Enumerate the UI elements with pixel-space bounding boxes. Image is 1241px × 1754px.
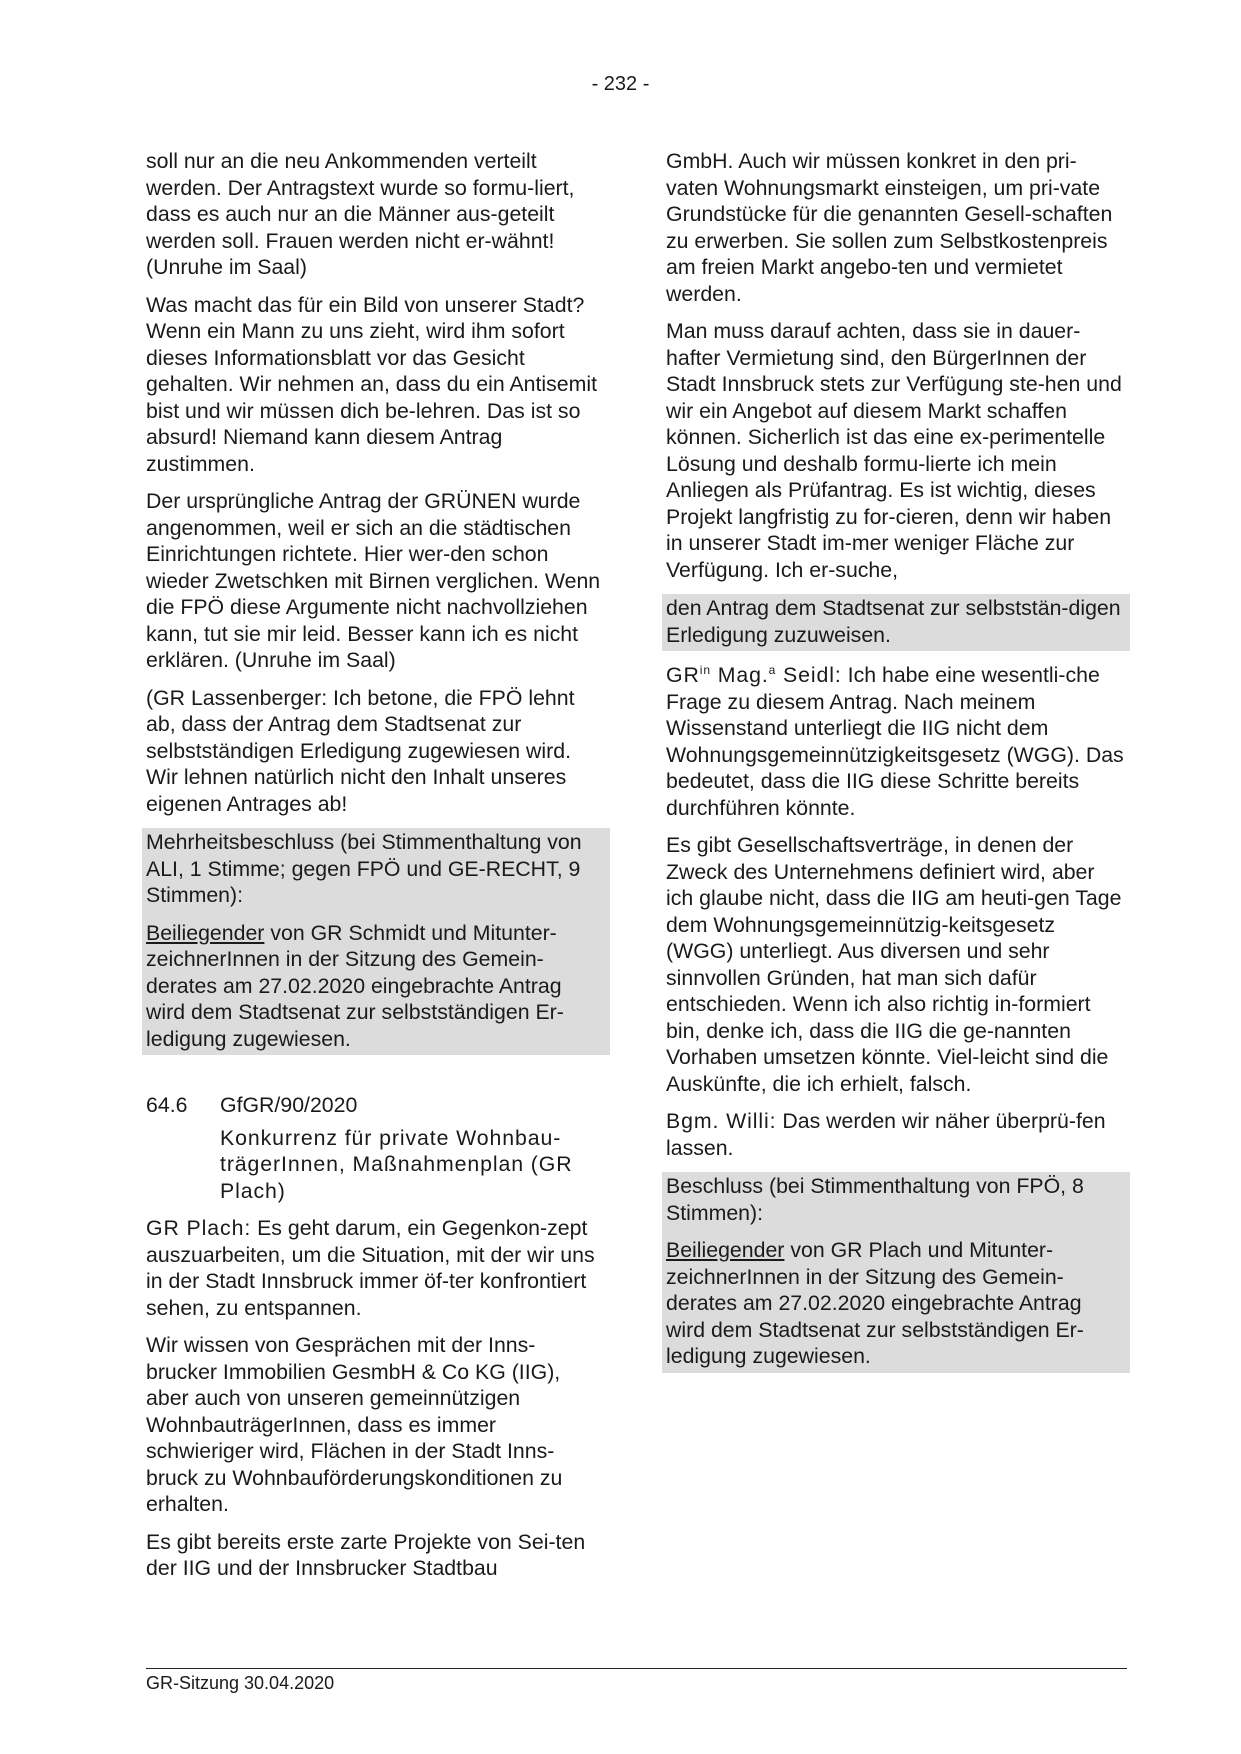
paragraph: Es gibt bereits erste zarte Projekte von Sei-ten der IIG und der Innsbrucker Stadtbau xyxy=(146,1529,586,1580)
page-number: - 232 - xyxy=(591,73,650,95)
paragraph: soll nur an die neu Ankommenden verteilt werden. Der Antragstext wurde so formu-liert, dass es auch nur an die Männer aus-geteilt werden soll. Frauen werden nicht er-wähnt! (Unruhe im Saal) xyxy=(146,149,575,279)
resolution-text xyxy=(146,920,606,1053)
speech-text: Es geht darum, ein Gegenkon-zept auszuarbeiten, um die Situation, mit der wir uns in der Stadt Innsbruck immer öf-ter konfrontiert sehen, zu entspannen. xyxy=(146,1216,595,1320)
paragraph: (GR Lassenberger: Ich betone, die FPÖ lehnt ab, dass der Antrag dem Stadtsenat zur selbstständigen Erledigung zugewiesen wird. Wir lehnen natürlich nicht den Inhalt unseres eigenen Antrages ab! xyxy=(146,685,575,816)
superscript: a xyxy=(768,662,777,677)
paragraph: Der ursprüngliche Antrag der GRÜNEN wurde angenommen, weil er sich an die städtischen Einrichtungen richtete. Hier wer-den schon wieder Zwetschken mit Birnen verglichen. Wenn die FPÖ diese Argumente nicht nachvollziehen kann, tut sie mir leid. Besser kann ich es nicht erklären. (Unruhe im Saal) xyxy=(146,489,601,672)
superscript: in xyxy=(699,662,711,677)
resolution-rest: von GR Plach und Mitunter-zeichnerInnen in der Sitzung des Gemein-derates am 27.02.2020 eingebrachte Antrag wird dem Stadtsenat zur selbstständigen Er-ledigung zugewiesen. xyxy=(666,1238,1084,1368)
speaker-name xyxy=(666,663,842,687)
paragraph xyxy=(666,1108,1126,1161)
resolution-box xyxy=(142,828,610,1055)
paragraph: Was macht das für ein Bild von unserer Stadt? Wenn ein Mann zu uns zieht, wird ihm sofort dieses Informationsblatt vor das Gesicht gehalten. Wir nehmen an, dass du ein Antisemit bist und wir müssen dich be-lehren. Das ist so absurd! Niemand kann diesem Antrag zustimmen. xyxy=(146,292,598,476)
agenda-item-title: Konkurrenz für private Wohnbau-trägerInnen, Maßnahmenplan (GR Plach) xyxy=(220,1125,573,1203)
resolution-underline: Beiliegender xyxy=(146,920,265,945)
speaker-surname: Seidl: xyxy=(776,663,842,687)
speech-text: Ich habe eine wesentli-che Frage zu diesem Antrag. Nach meinem Wissenstand unterliegt die IIG nicht dem Wohnungsgemeinnützigkeitsgesetz (WGG). Das bedeutet, dass die IIG diese Schritte bereits durchführen könnte. xyxy=(666,663,1124,820)
footer-divider xyxy=(146,1668,1127,1669)
resolution-text xyxy=(666,1237,1126,1370)
resolution-rest: von GR Schmidt und Mitunter-zeichnerInnen in der Sitzung des Gemein-derates am 27.02.2020 eingebrachte Antrag wird dem Stadtsenat zur selbstständigen Er-ledigung zugewiesen. xyxy=(146,920,564,1051)
speaker-title: GR xyxy=(666,663,700,687)
paragraph: GmbH. Auch wir müssen konkret in den pri-vaten Wohnungsmarkt einsteigen, um pri-vate Grundstücke für die genannten Gesell-schaften zu erwerben. Sie sollen zum Selbstkostenpreis am freien Markt angebo-ten und vermietet werden. xyxy=(666,149,1113,306)
resolution-underline: Beiliegender xyxy=(666,1238,785,1262)
paragraph: Es gibt Gesellschaftsverträge, in denen der Zweck des Unternehmens definiert wird, aber ich glaube nicht, dass die IIG am heuti-gen Tage dem Wohnungsgemeinnützig-keitsgesetz (WGG) unterliegt. Aus diversen und sehr sinnvollen Gründen, hat man sich dafür entschieden. Wenn ich also richtig in-formiert bin, denke ich, dass die IIG die ge-nannten Vorhaben umsetzen könnte. Viel-leicht sind die Auskünfte, die ich erhielt, falsch. xyxy=(666,833,1122,1096)
speaker-name: GR Plach: xyxy=(146,1216,252,1240)
speaker-name: Bgm. Willi: xyxy=(666,1109,777,1133)
footer-text: GR-Sitzung 30.04.2020 xyxy=(146,1673,335,1693)
speaker-title: Mag. xyxy=(710,663,769,687)
left-column xyxy=(146,148,606,1593)
request-text: den Antrag dem Stadtsenat zur selbststän-digen Erledigung zuzuweisen. xyxy=(666,596,1121,647)
paragraph xyxy=(146,1215,606,1321)
paragraph: Man muss darauf achten, dass sie in dauer-hafter Vermietung sind, den BürgerInnen der Stadt Innsbruck stets zur Verfügung ste-hen und wir ein Angebot auf diesem Markt schaffen können. Sicherlich ist das eine ex-perimentelle Lösung und deshalb formu-lierte ich mein Anliegen als Prüfantrag. Es ist wichtig, dieses Projekt langfristig zu for-cieren, denn wir haben in unserer Stadt im-mer weniger Fläche zur Verfügung. Ich er-suche, xyxy=(666,319,1122,582)
request-box xyxy=(662,594,1130,651)
agenda-item-code: GfGR/90/2020 xyxy=(220,1093,358,1117)
resolution-title: Beschluss (bei Stimmenthaltung von FPÖ, 8 Stimmen): xyxy=(666,1174,1084,1225)
resolution-title: Mehrheitsbeschluss (bei Stimmenthaltung von ALI, 1 Stimme; gegen FPÖ und GE-RECHT, 9 Stimmen): xyxy=(146,830,582,907)
agenda-item-header xyxy=(146,1092,606,1119)
speech-text: Das werden wir näher überprü-fen lassen. xyxy=(666,1109,1106,1160)
paragraph: Wir wissen von Gesprächen mit der Inns-brucker Immobilien GesmbH & Co KG (IIG), aber auch von unseren gemeinnützigen WohnbauträgerInnen, dass es immer schwieriger wird, Flächen in der Stadt Inns-bruck zu Wohnbauförderungskonditionen zu erhalten. xyxy=(146,1333,563,1516)
resolution-box xyxy=(662,1172,1130,1373)
right-column xyxy=(666,148,1126,1384)
paragraph xyxy=(666,662,1126,821)
agenda-item-number: 64.6 xyxy=(146,1093,188,1117)
